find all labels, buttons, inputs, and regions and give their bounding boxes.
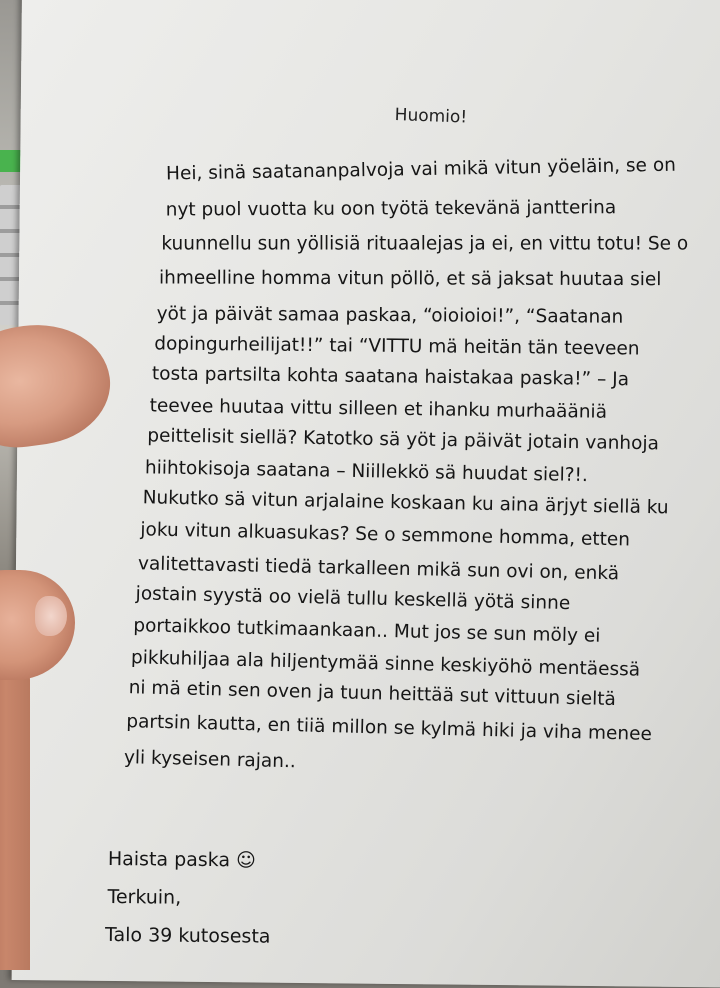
hand-palm bbox=[0, 640, 30, 970]
letter-body bbox=[123, 154, 720, 773]
thumbnail bbox=[35, 596, 67, 636]
signature-line: Talo 39 kutosesta bbox=[104, 923, 271, 948]
letter-line: teevee huutaa vittu silleen et ihanku murhaääniä bbox=[149, 395, 608, 423]
letter-line: yli kyseisen rajan.. bbox=[123, 747, 296, 773]
letter-title: Huomio! bbox=[394, 105, 468, 128]
letter-line: pikkuhiljaa ala hiljentymää sinne keskiyöhö mentäessä bbox=[130, 647, 641, 681]
letter-line: nyt puol vuotta ku oon työtä tekevänä jantterina bbox=[165, 197, 617, 221]
letter-line: peittelisit siellä? Katotko sä yöt ja päivät jotain vanhoja bbox=[147, 425, 660, 455]
letter-line: hiihtokisoja saatana – Niillekkö sä huudat siel?!. bbox=[144, 457, 588, 487]
letter-line: jostain syystä oo vielä tullu keskellä yötä sinne bbox=[135, 583, 571, 615]
letter-line: valitettavasti tiedä tarkalleen mikä sun ovi on, enkä bbox=[137, 553, 620, 585]
regards-line: Terkuin, bbox=[107, 885, 182, 909]
letter-line: ni mä etin sen oven ja tuun heittää sut vittuun sieltä bbox=[128, 677, 617, 711]
letter-line: Nukutko sä vitun arjalaine koskaan ku aina ärjyt siellä ku bbox=[142, 487, 669, 519]
letter-line: tosta partsilta kohta saatana haistakaa paska!” – Ja bbox=[151, 363, 630, 391]
letter-line: Hei, sinä saatananpalvoja vai mikä vitun yöeläin, se on bbox=[165, 154, 677, 185]
letter-line: joku vitun alkuasukas? Se o semmone homma, etten bbox=[140, 519, 631, 551]
letter-line: yöt ja päivät samaa paskaa, “oioioioi!”, “Saatanan bbox=[156, 303, 624, 328]
letter-line: kuunnellu sun yöllisiä rituaalejas ja ei, en vittu totu! Se o bbox=[161, 233, 689, 255]
closing-line: Haista paska ☺ bbox=[107, 847, 257, 872]
letter-line: portaikkoo tutkimaankaan.. Mut jos se sun möly ei bbox=[133, 615, 601, 647]
letter-line: ihmeelline homma vitun pöllö, et sä jaksat huutaa siel bbox=[158, 267, 662, 291]
letter-line: dopingurheilijat!!” tai “VITTU mä heitän tän teeveen bbox=[154, 333, 640, 360]
letter-line: partsin kautta, en tiiä millon se kylmä hiki ja viha menee bbox=[126, 711, 653, 745]
letter-paper bbox=[12, 0, 720, 987]
